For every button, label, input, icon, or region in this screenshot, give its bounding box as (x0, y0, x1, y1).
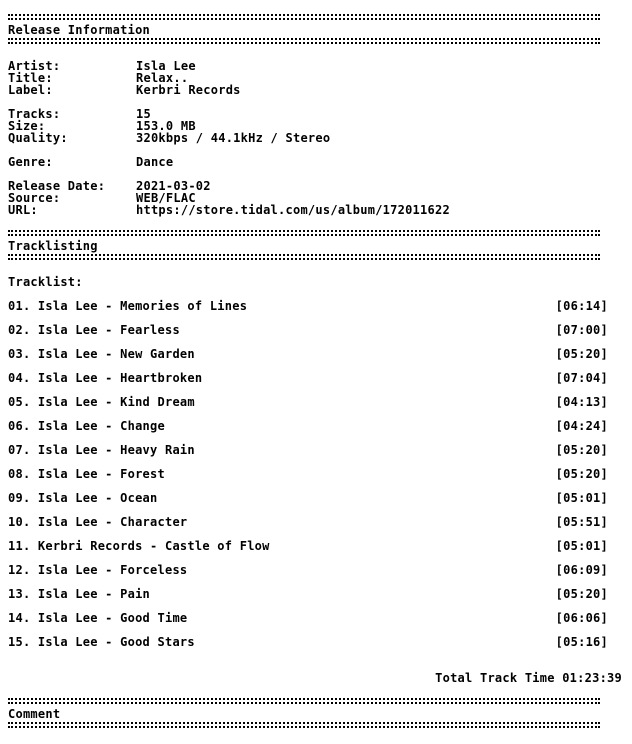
track-duration: [04:13] (555, 395, 608, 409)
quality-value: 320kbps / 44.1kHz / Stereo (136, 131, 331, 145)
title-label: Title: (8, 71, 53, 85)
track-title: 15. Isla Lee - Good Stars (8, 635, 195, 649)
track-row (8, 420, 608, 432)
track-title: 12. Isla Lee - Forceless (8, 563, 188, 577)
genre-value: Dance (136, 155, 174, 169)
track-title: 11. Kerbri Records - Castle of Flow (8, 539, 270, 553)
release-date-value: 2021-03-02 (136, 179, 211, 193)
track-title: 04. Isla Lee - Heartbroken (8, 371, 203, 385)
size-label: Size: (8, 119, 46, 133)
track-title: 14. Isla Lee - Good Time (8, 611, 188, 625)
track-row (8, 468, 608, 480)
track-title: 05. Isla Lee - Kind Dream (8, 395, 195, 409)
track-title: 07. Isla Lee - Heavy Rain (8, 443, 195, 457)
quality-label: Quality: (8, 131, 68, 145)
track-title: 01. Isla Lee - Memories of Lines (8, 299, 248, 313)
section-heading-comment: Comment (8, 707, 61, 721)
track-row (8, 492, 608, 504)
tracks-value: 15 (136, 107, 151, 121)
total-track-time: Total Track Time 01:23:39 (435, 671, 622, 685)
source-value: WEB/FLAC (136, 191, 196, 205)
source-label: Source: (8, 191, 61, 205)
separator-line (8, 14, 600, 20)
separator-line (8, 698, 600, 704)
size-value: 153.0 MB (136, 119, 196, 133)
genre-label: Genre: (8, 155, 53, 169)
track-row (8, 348, 608, 360)
record-label-label: Label: (8, 83, 53, 97)
track-row (8, 444, 608, 456)
tracks-label: Tracks: (8, 107, 61, 121)
track-row (8, 324, 608, 336)
track-duration: [05:20] (555, 587, 608, 601)
track-title: 08. Isla Lee - Forest (8, 467, 165, 481)
separator-line (8, 38, 600, 44)
track-duration: [07:00] (555, 323, 608, 337)
track-row (8, 372, 608, 384)
track-row (8, 612, 608, 624)
track-row (8, 300, 608, 312)
track-duration: [05:01] (555, 491, 608, 505)
separator-line (8, 722, 600, 728)
track-duration: [05:16] (555, 635, 608, 649)
separator-line (8, 230, 600, 236)
section-heading-tracklisting: Tracklisting (8, 239, 98, 253)
tracklist-heading: Tracklist: (8, 275, 83, 289)
url-label: URL: (8, 203, 38, 217)
track-row (8, 636, 608, 648)
track-duration: [05:20] (555, 347, 608, 361)
track-duration: [06:14] (555, 299, 608, 313)
track-title: 03. Isla Lee - New Garden (8, 347, 195, 361)
release-date-label: Release Date: (8, 179, 106, 193)
section-heading-release-information: Release Information (8, 23, 151, 37)
track-row (8, 540, 608, 552)
track-title: 09. Isla Lee - Ocean (8, 491, 158, 505)
track-duration: [05:20] (555, 467, 608, 481)
url-value: https://store.tidal.com/us/album/172011622 (136, 203, 450, 217)
track-row (8, 516, 608, 528)
track-duration: [05:51] (555, 515, 608, 529)
track-duration: [07:04] (555, 371, 608, 385)
track-duration: [04:24] (555, 419, 608, 433)
track-row (8, 396, 608, 408)
title-value: Relax.. (136, 71, 189, 85)
track-title: 06. Isla Lee - Change (8, 419, 165, 433)
track-duration: [05:01] (555, 539, 608, 553)
artist-value: Isla Lee (136, 59, 196, 73)
track-duration: [06:06] (555, 611, 608, 625)
track-row (8, 564, 608, 576)
track-row (8, 588, 608, 600)
track-title: 02. Isla Lee - Fearless (8, 323, 180, 337)
track-duration: [05:20] (555, 443, 608, 457)
record-label-value: Kerbri Records (136, 83, 241, 97)
track-duration: [06:09] (555, 563, 608, 577)
separator-line (8, 254, 600, 260)
track-title: 10. Isla Lee - Character (8, 515, 188, 529)
track-title: 13. Isla Lee - Pain (8, 587, 151, 601)
artist-label: Artist: (8, 59, 61, 73)
